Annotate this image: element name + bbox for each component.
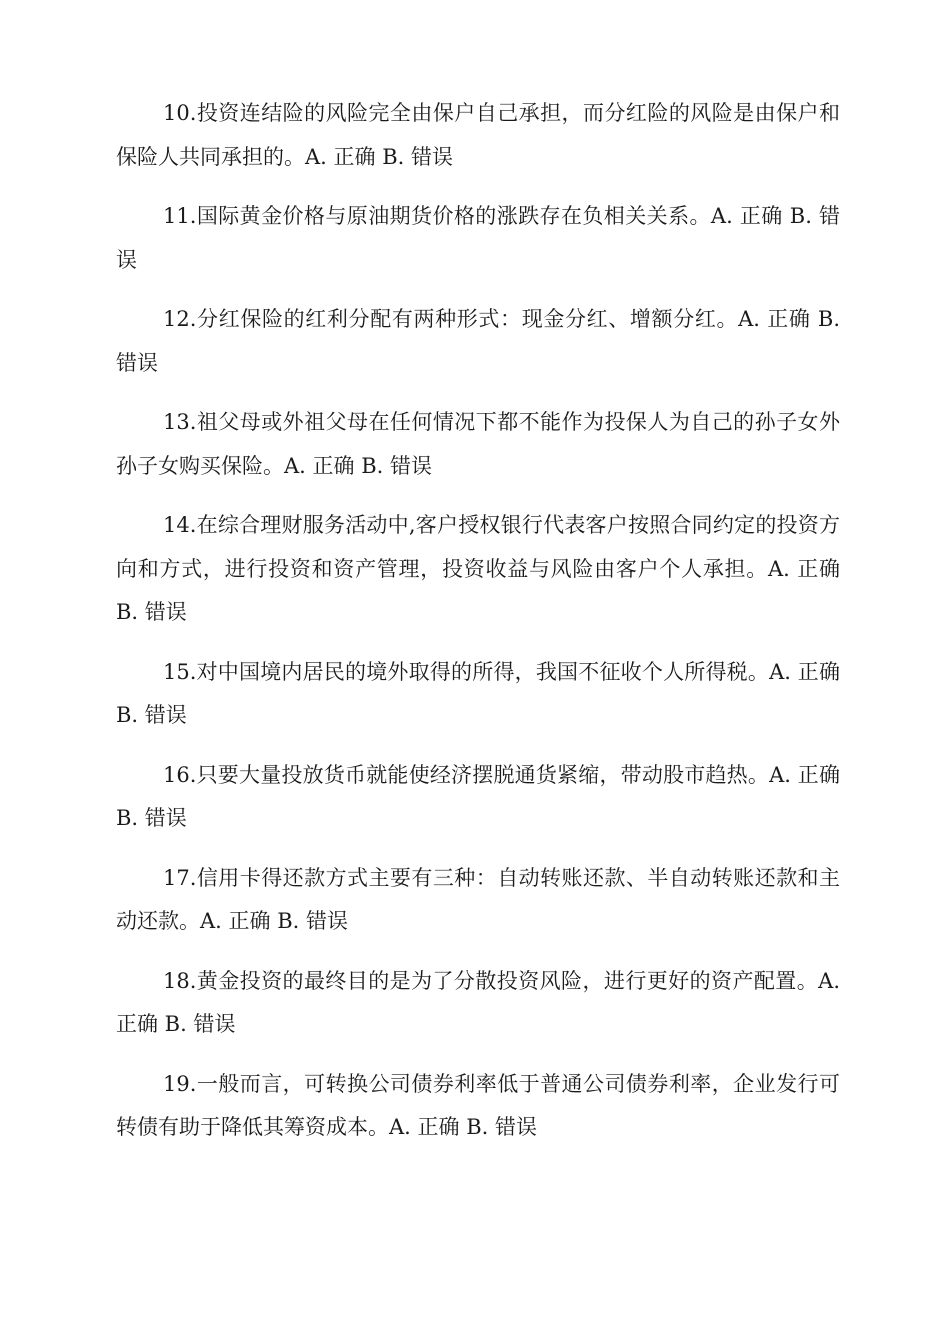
question-item (116, 401, 840, 488)
question-list (116, 92, 840, 1166)
question-item (116, 857, 840, 944)
question-number: 19. (163, 1071, 197, 1096)
question-item (116, 754, 840, 841)
question-item (116, 298, 840, 385)
question-item (116, 651, 840, 738)
question-item (116, 195, 840, 282)
question-text: 在综合理财服务活动中,客户授权银行代表客户按照合同约定的投资方向和方式，进行投资和资产管理，投资收益与风险由客户个人承担。A. 正确 B. 错误 (116, 513, 840, 624)
question-number: 15. (163, 659, 197, 684)
question-text: 对中国境内居民的境外取得的所得，我国不征收个人所得税。A. 正确 B. 错误 (116, 659, 840, 727)
question-number: 16. (163, 762, 197, 787)
question-item (116, 92, 840, 179)
question-text: 只要大量投放货币就能使经济摆脱通货紧缩，带动股市趋热。A. 正确 B. 错误 (116, 762, 840, 830)
question-text: 国际黄金价格与原油期货价格的涨跌存在负相关关系。A. 正确 B. 错误 (116, 204, 840, 272)
question-text: 信用卡得还款方式主要有三种：自动转账还款、半自动转账还款和主动还款。A. 正确 B. 错误 (116, 865, 840, 933)
question-number: 17. (163, 865, 197, 890)
question-text: 黄金投资的最终目的是为了分散投资风险，进行更好的资产配置。A. 正确 B. 错误 (116, 968, 840, 1036)
question-number: 14. (163, 513, 197, 537)
question-number: 13. (163, 410, 197, 434)
question-text: 投资连结险的风险完全由保户自己承担，而分红险的风险是由保户和保险人共同承担的。A. 正确 B. 错误 (116, 101, 840, 169)
question-text: 分红保险的红利分配有两种形式：现金分红、增额分红。A. 正确 B. 错误 (116, 307, 840, 375)
question-number: 10. (163, 101, 197, 125)
question-text: 祖父母或外祖父母在任何情况下都不能作为投保人为自己的孙子女外孙子女购买保险。A. 正确 B. 错误 (116, 410, 840, 478)
question-number: 18. (163, 968, 197, 993)
question-item (116, 504, 840, 635)
question-item (116, 960, 840, 1047)
question-number: 12. (163, 307, 197, 331)
question-text: 一般而言，可转换公司债券利率低于普通公司债券利率，企业发行可转债有助于降低其筹资成本。A. 正确 B. 错误 (116, 1071, 840, 1139)
question-number: 11. (163, 204, 197, 228)
question-item (116, 1063, 840, 1150)
